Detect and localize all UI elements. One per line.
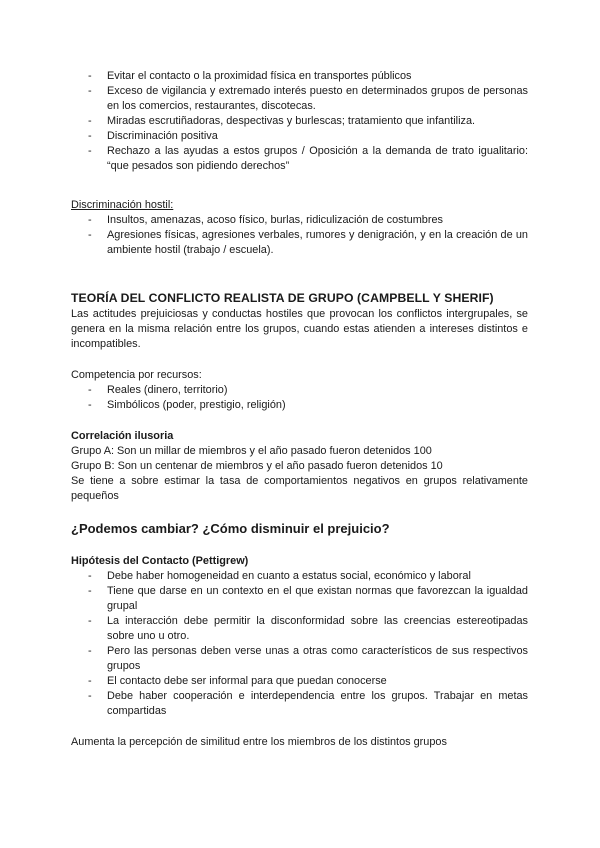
resource-competition-heading: Competencia por recursos: <box>71 369 202 381</box>
list-item: - Debe haber homogeneidad en cuanto a estatus social, económico y laboral <box>71 569 528 584</box>
list-item: - Discriminación positiva <box>71 129 528 144</box>
reduce-prejudice-heading: ¿Podemos cambiar? ¿Cómo disminuir el prejuicio? <box>71 521 390 536</box>
contact-hypothesis-heading: Hipótesis del Contacto (Pettigrew) <box>71 555 249 567</box>
list-item: - Simbólicos (poder, prestigio, religión) <box>71 398 528 413</box>
resource-competition-list <box>71 383 528 413</box>
realistic-conflict-theory-heading: TEORÍA DEL CONFLICTO REALISTA DE GRUPO (CAMPBELL Y SHERIF) <box>71 291 494 305</box>
list-item: - Evitar el contacto o la proximidad física en transportes públicos <box>71 69 528 84</box>
list-item: - Reales (dinero, territorio) <box>71 383 528 398</box>
document-page <box>71 69 528 750</box>
contact-hypothesis-list <box>71 569 528 719</box>
list-item: - Miradas escrutiñadoras, despectivas y burlescas; tratamiento que infantiliza. <box>71 114 528 129</box>
hostile-discrimination-heading: Discriminación hostil: <box>71 199 174 211</box>
illusory-correlation-paragraph: Se tiene a sobre estimar la tasa de comportamientos negativos en grupos relativamente pequeños <box>71 475 528 502</box>
discrimination-forms-list <box>71 69 528 174</box>
list-item: - Pero las personas deben verse unas a otras como característicos de sus respectivos grupos <box>71 644 528 674</box>
list-item: - Debe haber cooperación e interdependencia entre los grupos. Trabajar en metas compartidas <box>71 689 528 719</box>
group-a-line: Grupo A: Son un millar de miembros y el año pasado fueron detenidos 100 <box>71 445 432 457</box>
list-item: - Insultos, amenazas, acoso físico, burlas, ridiculización de costumbres <box>71 213 528 228</box>
list-item: - La interacción debe permitir la disconformidad sobre las creencias estereotipadas sobre uno u otro. <box>71 614 528 644</box>
hostile-discrimination-list <box>71 213 528 258</box>
list-item: - Exceso de vigilancia y extremado interés puesto en determinados grupos de personas en los comercios, restaurantes, discotecas. <box>71 84 528 114</box>
list-item: - Rechazo a las ayudas a estos grupos / Oposición a la demanda de trato igualitario: “que pesados son pidiendo derechos” <box>71 144 528 174</box>
list-item: - Agresiones físicas, agresiones verbales, rumores y denigración, y en la creación de un ambiente hostil (trabajo / escuela). <box>71 228 528 258</box>
group-b-line: Grupo B: Son un centenar de miembros y el año pasado fueron detenidos 10 <box>71 460 443 472</box>
realistic-conflict-theory-paragraph: Las actitudes prejuiciosas y conductas hostiles que provocan los conflictos intergrupales, se genera en la misma relación entre los grupos, cuando estas atienden a intereses distintos e incompatibles. <box>71 308 528 350</box>
list-item: - El contacto debe ser informal para que puedan conocerse <box>71 674 528 689</box>
list-item: - Tiene que darse en un contexto en el que existan normas que favorezcan la igualdad grupal <box>71 584 528 614</box>
illusory-correlation-heading: Correlación ilusoria <box>71 430 174 442</box>
contact-closing-line: Aumenta la percepción de similitud entre los miembros de los distintos grupos <box>71 736 447 748</box>
